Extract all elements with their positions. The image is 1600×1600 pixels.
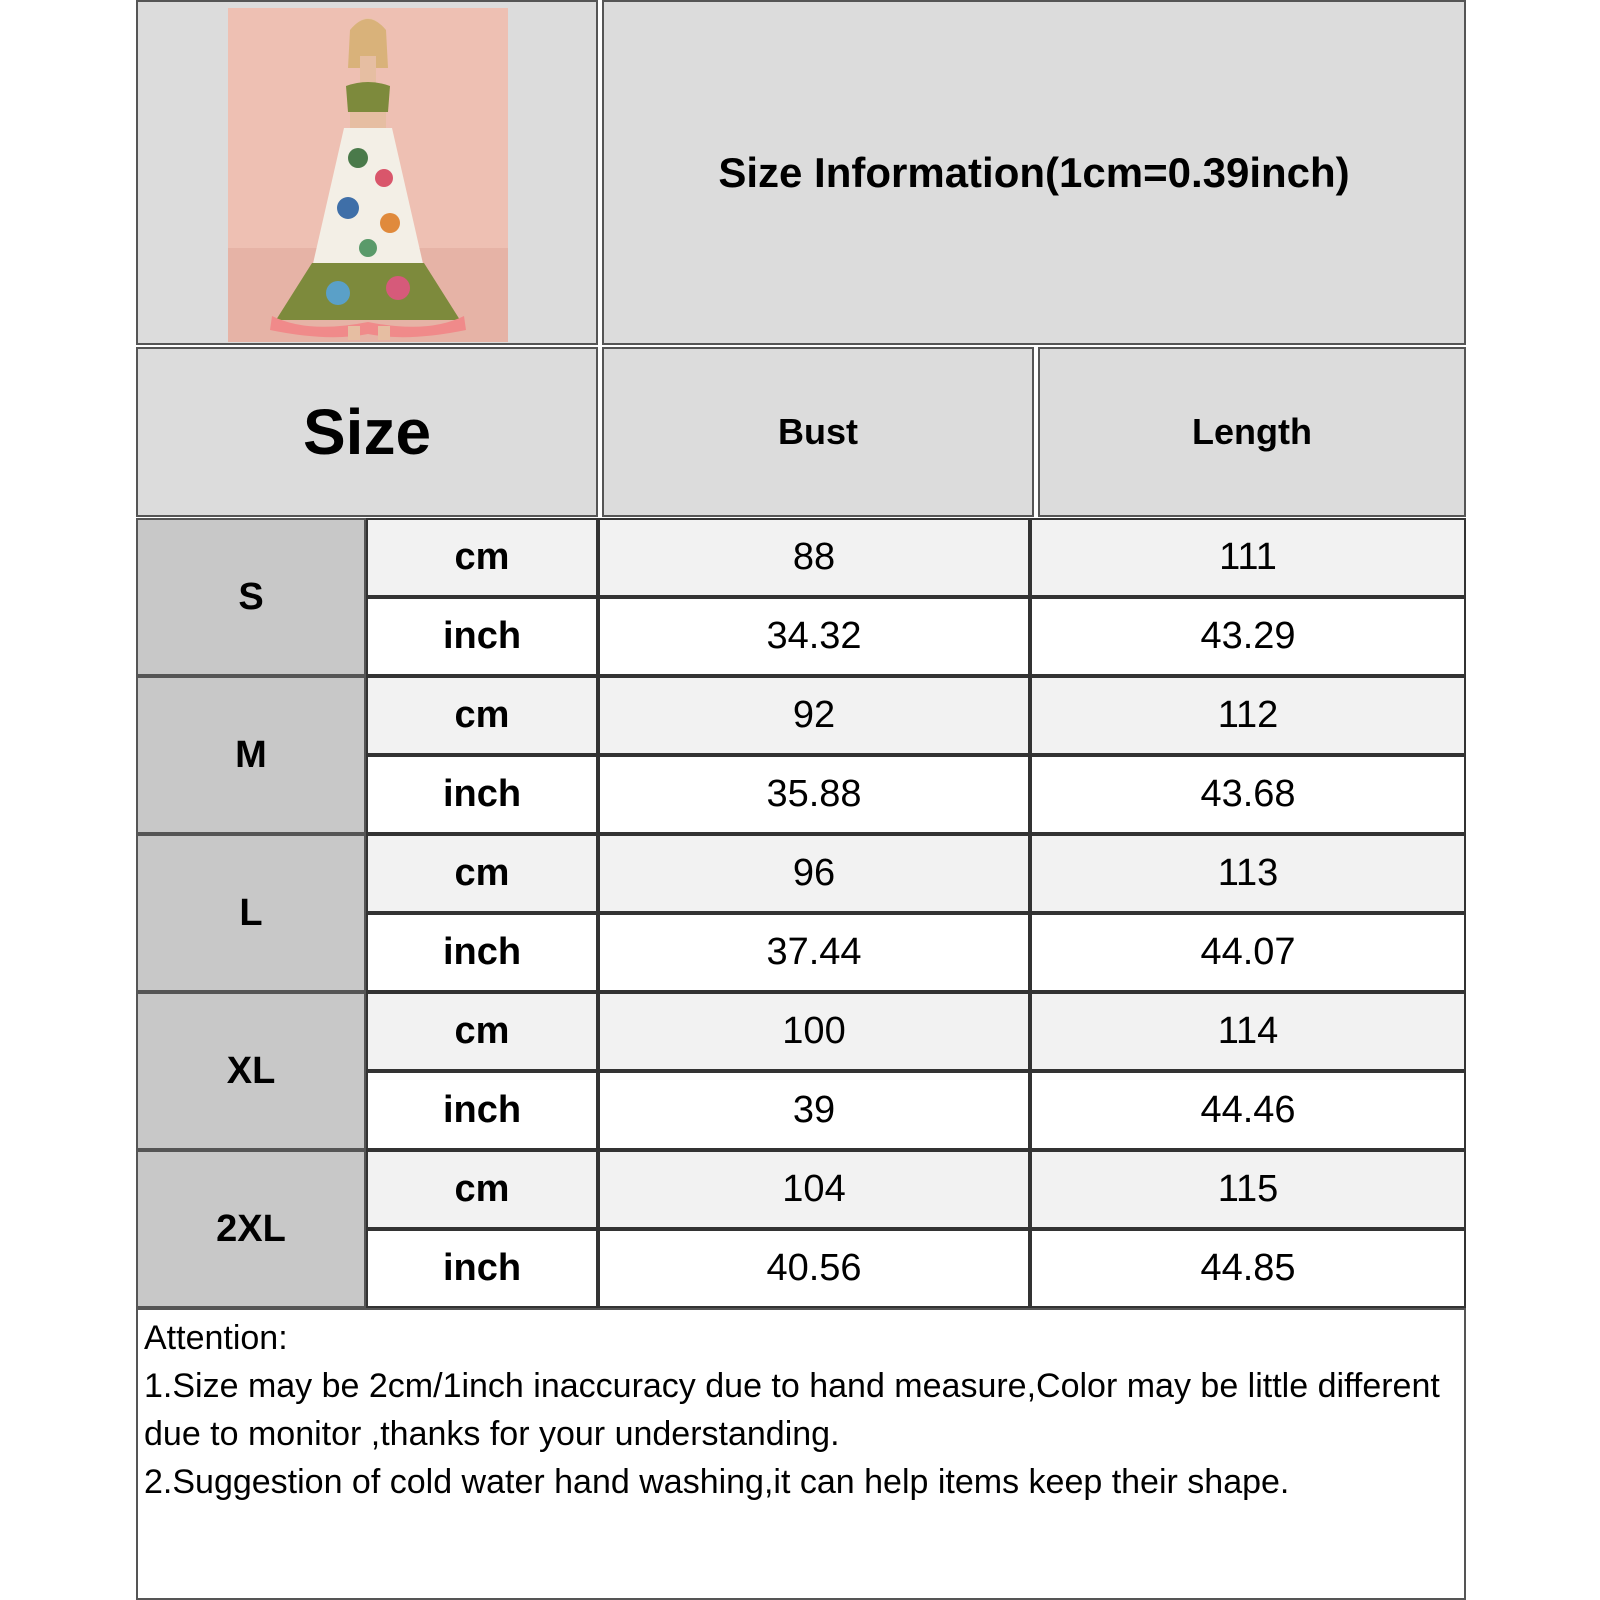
size-group-l [136, 834, 1466, 992]
attention-heading: Attention: [144, 1319, 288, 1357]
unit-cell: cm [366, 1150, 598, 1229]
bust-cell: 88 [598, 518, 1030, 597]
unit-cell: cm [366, 676, 598, 755]
size-group-xl [136, 992, 1466, 1150]
unit-cell: cm [366, 992, 598, 1071]
unit-cell: inch [366, 913, 598, 992]
unit-cell: inch [366, 1229, 598, 1308]
length-cell: 113 [1030, 834, 1466, 913]
length-cell: 112 [1030, 676, 1466, 755]
length-cell: 44.07 [1030, 913, 1466, 992]
table-row [366, 1229, 1466, 1308]
length-cell: 43.29 [1030, 597, 1466, 676]
attention-line-2: 2.Suggestion of cold water hand washing,it can help items keep their shape. [144, 1463, 1290, 1501]
bust-cell: 40.56 [598, 1229, 1030, 1308]
column-header-row [136, 347, 1466, 517]
attention-line-1: 1.Size may be 2cm/1inch inaccuracy due to hand measure,Color may be little different due to monitor ,thanks for your understanding. [144, 1367, 1440, 1453]
size-label: 2XL [136, 1150, 366, 1308]
header-length: Length [1038, 347, 1466, 517]
length-cell: 44.85 [1030, 1229, 1466, 1308]
bust-cell: 35.88 [598, 755, 1030, 834]
unit-cell: inch [366, 1071, 598, 1150]
size-table [136, 518, 1466, 1308]
unit-cell: inch [366, 597, 598, 676]
length-cell: 43.68 [1030, 755, 1466, 834]
size-label: L [136, 834, 366, 992]
bust-cell: 37.44 [598, 913, 1030, 992]
dress-model-illustration [228, 8, 508, 342]
page-title: Size Information(1cm=0.39inch) [718, 148, 1350, 196]
table-row [366, 1150, 1466, 1229]
unit-cell: cm [366, 518, 598, 597]
table-row [366, 518, 1466, 597]
unit-cell: inch [366, 755, 598, 834]
length-cell: 111 [1030, 518, 1466, 597]
bust-cell: 96 [598, 834, 1030, 913]
table-row [366, 834, 1466, 913]
table-row [366, 597, 1466, 676]
table-row [366, 913, 1466, 992]
attention-notes [136, 1308, 1466, 1600]
title-cell [602, 0, 1466, 345]
table-row [366, 676, 1466, 755]
length-cell: 115 [1030, 1150, 1466, 1229]
header-bust: Bust [602, 347, 1034, 517]
size-chart [136, 0, 1466, 1600]
size-group-2xl [136, 1150, 1466, 1308]
size-group-m [136, 676, 1466, 834]
header-size: Size [136, 347, 598, 517]
product-photo [228, 8, 508, 342]
size-label: M [136, 676, 366, 834]
bust-cell: 100 [598, 992, 1030, 1071]
bust-cell: 92 [598, 676, 1030, 755]
bust-cell: 39 [598, 1071, 1030, 1150]
table-row [366, 755, 1466, 834]
size-label: S [136, 518, 366, 676]
bust-cell: 34.32 [598, 597, 1030, 676]
size-label: XL [136, 992, 366, 1150]
size-group-s [136, 518, 1466, 676]
length-cell: 114 [1030, 992, 1466, 1071]
length-cell: 44.46 [1030, 1071, 1466, 1150]
table-row [366, 992, 1466, 1071]
header-row [136, 0, 1466, 345]
unit-cell: cm [366, 834, 598, 913]
bust-cell: 104 [598, 1150, 1030, 1229]
product-photo-cell [136, 0, 598, 345]
table-row [366, 1071, 1466, 1150]
